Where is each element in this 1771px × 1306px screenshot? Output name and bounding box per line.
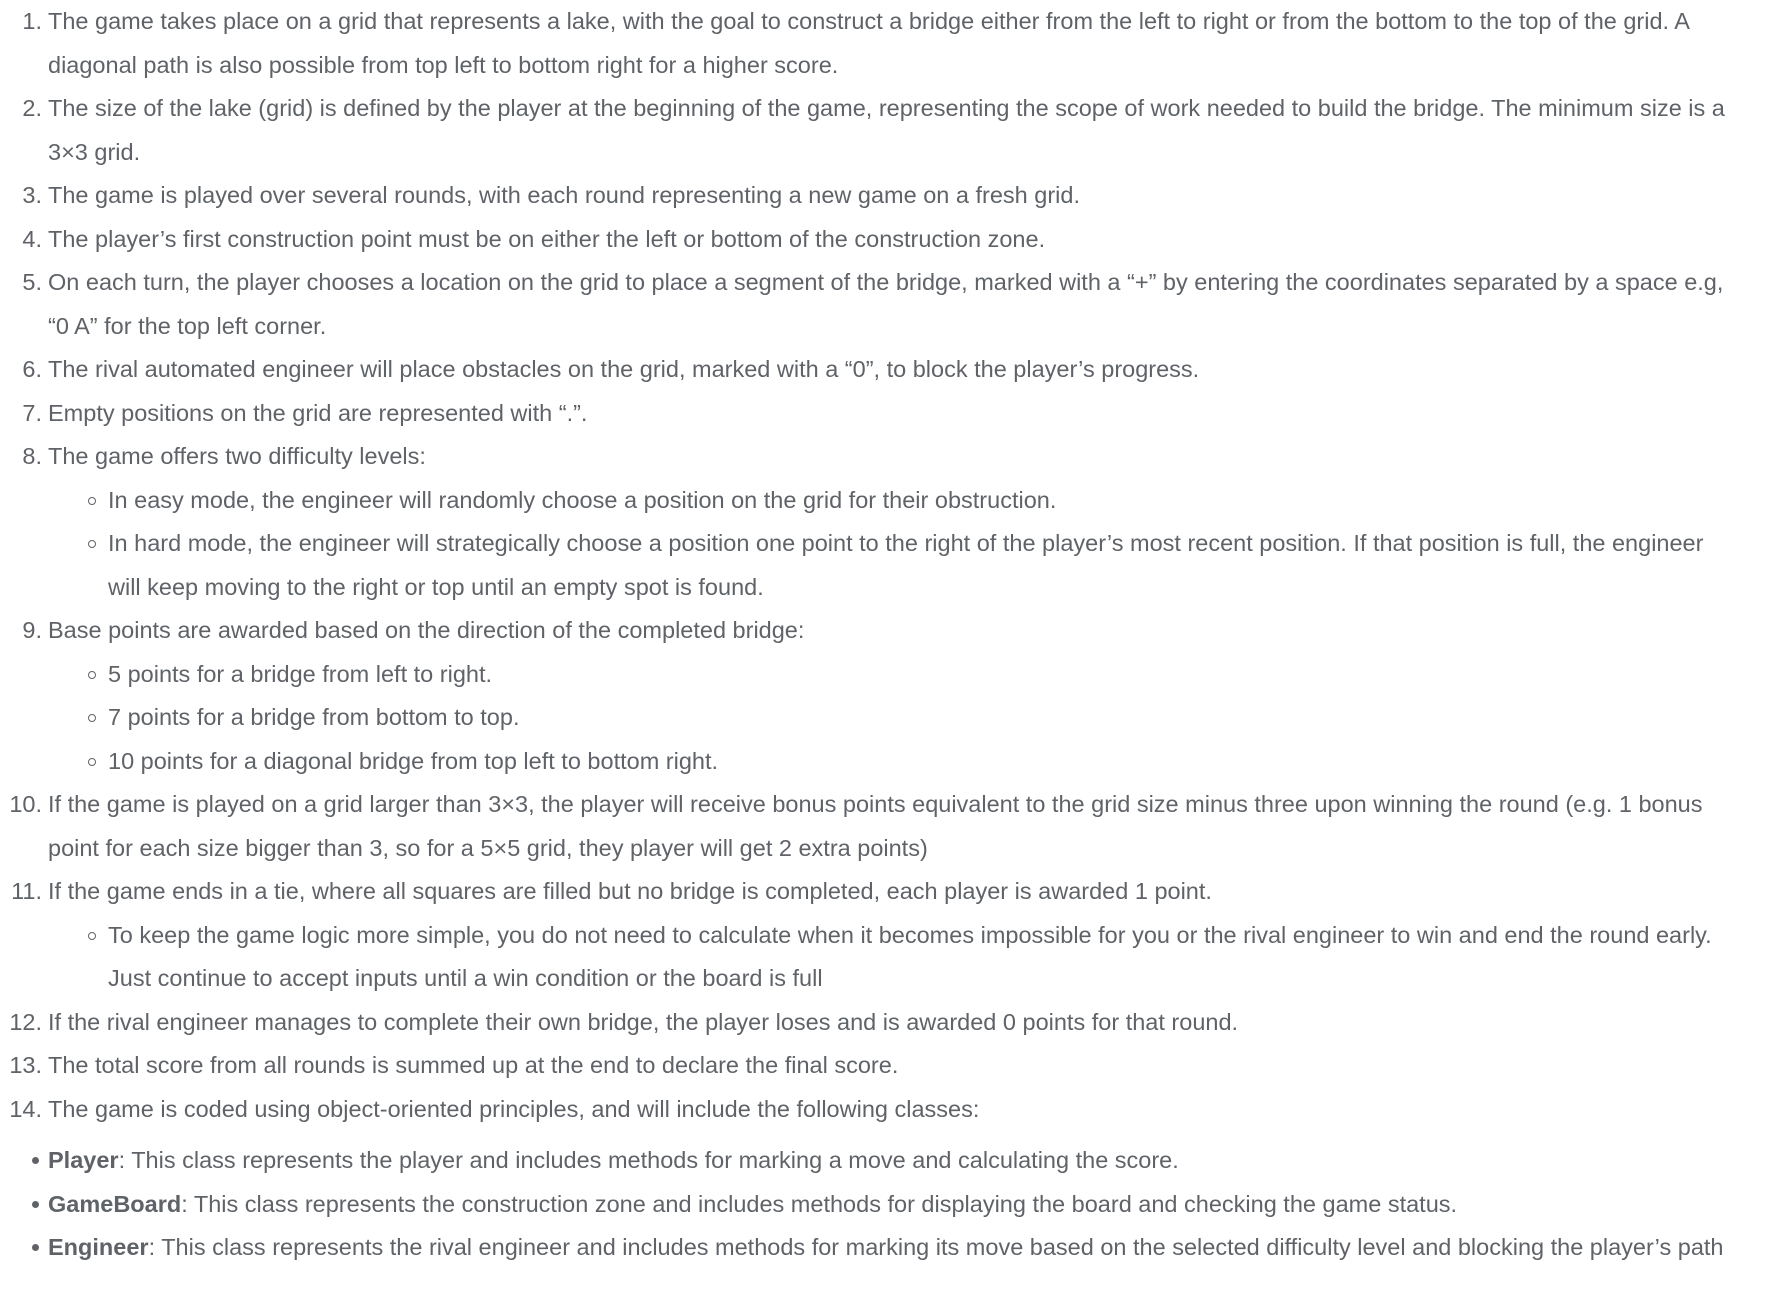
rule-text: Base points are awarded based on the direction of the completed bridge: xyxy=(48,617,805,643)
class-description: : This class represents the rival engineer and includes methods for marking its move based on the selected difficulty level and blocking the player’s path xyxy=(148,1234,1724,1260)
rule-number: 8. xyxy=(22,443,42,469)
rule-item xyxy=(9,1044,1731,1088)
class-item xyxy=(48,1139,1731,1183)
rule-text: On each turn, the player chooses a location on the grid to place a segment of the bridge, marked with a “+” by entering the coordinates separated by a space e.g, “0 A” for the top left corner. xyxy=(48,269,1724,339)
rule-item xyxy=(22,609,1731,783)
sub-list xyxy=(48,914,1731,1001)
rule-item xyxy=(9,1001,1731,1045)
rule-number: 2. xyxy=(22,95,42,121)
rule-text: The total score from all rounds is summed up at the end to declare the final score. xyxy=(48,1052,899,1078)
rule-item xyxy=(11,870,1731,1001)
rule-number: 5. xyxy=(22,269,42,295)
class-name: GameBoard xyxy=(48,1190,182,1217)
rule-text: The game offers two difficulty levels: xyxy=(48,443,426,469)
rule-text: If the rival engineer manages to complete their own bridge, the player loses and is awarded 0 points for that round. xyxy=(48,1008,1239,1035)
rule-text: The game takes place on a grid that represents a lake, with the goal to construct a bridge either from the left to right or from the bottom to the top of the grid. A diagonal path is also possible from top left to bottom right for a higher score. xyxy=(48,8,1689,78)
class-description: : This class represents the construction zone and includes methods for displaying the board and checking the game status. xyxy=(181,1190,1458,1217)
class-name: Player xyxy=(48,1147,119,1173)
rule-item xyxy=(22,174,1731,218)
class-description: : This class represents the player and includes methods for marking a move and calculating the score. xyxy=(118,1147,1179,1173)
classes-list xyxy=(0,1139,1771,1270)
rule-item xyxy=(22,0,1731,87)
sub-list-item: In hard mode, the engineer will strategically choose a position one point to the right of the player’s most recent position. If that position is full, the engineer will keep moving to the right or top until an empty spot is found. xyxy=(108,522,1731,609)
rule-text: If the game is played on a grid larger than 3×3, the player will receive bonus points equivalent to the grid size minus three upon winning the round (e.g. 1 bonus point for each size bigger than 3, so for a 5×5 grid, they player will get 2 extra points) xyxy=(48,791,1703,861)
sub-list-item: 10 points for a diagonal bridge from top left to bottom right. xyxy=(108,740,1731,784)
rule-number: 1. xyxy=(22,8,42,34)
rule-item xyxy=(22,261,1731,348)
sub-list xyxy=(48,479,1731,610)
rule-number: 3. xyxy=(22,182,42,208)
sub-list-item: In easy mode, the engineer will randomly choose a position on the grid for their obstruction. xyxy=(108,479,1731,523)
rule-item xyxy=(22,87,1731,174)
sub-list-item: 5 points for a bridge from left to right. xyxy=(108,653,1731,697)
sub-list-item: To keep the game logic more simple, you do not need to calculate when it becomes impossible for you or the rival engineer to win and end the round early. Just continue to accept inputs until a win condition or the board is full xyxy=(108,914,1731,1001)
rule-text: Empty positions on the grid are represented with “.”. xyxy=(48,399,588,426)
rule-number: 14. xyxy=(9,1095,42,1122)
rule-text: The game is played over several rounds, with each round representing a new game on a fresh grid. xyxy=(48,182,1080,208)
rule-item xyxy=(22,348,1731,392)
rule-text: The player’s first construction point must be on either the left or bottom of the construction zone. xyxy=(48,225,1046,252)
rule-item xyxy=(22,435,1731,609)
rule-number: 6. xyxy=(22,356,42,382)
rule-item xyxy=(22,218,1731,262)
rule-text: The size of the lake (grid) is defined by the player at the beginning of the game, representing the scope of work needed to build the bridge. The minimum size is a 3×3 grid. xyxy=(48,95,1725,165)
rule-item xyxy=(22,392,1731,436)
rule-text: The rival automated engineer will place obstacles on the grid, marked with a “0”, to block the player’s progress. xyxy=(48,356,1200,382)
class-item xyxy=(48,1226,1731,1270)
rule-number: 12. xyxy=(9,1008,42,1035)
rule-number: 9. xyxy=(22,617,42,643)
sub-list xyxy=(48,653,1731,784)
class-name: Engineer xyxy=(48,1234,149,1260)
rule-number: 4. xyxy=(22,225,42,252)
rule-number: 10. xyxy=(9,791,42,817)
rule-text: If the game ends in a tie, where all squares are filled but no bridge is completed, each player is awarded 1 point. xyxy=(48,878,1212,904)
rule-number: 11. xyxy=(11,878,42,904)
rule-number: 7. xyxy=(22,399,42,426)
rule-text: The game is coded using object-oriented principles, and will include the following classes: xyxy=(48,1095,980,1122)
rule-item xyxy=(9,1088,1731,1132)
class-item xyxy=(48,1183,1731,1227)
rule-item xyxy=(9,783,1731,870)
sub-list-item: 7 points for a bridge from bottom to top. xyxy=(108,696,1731,740)
rule-number: 13. xyxy=(9,1052,42,1078)
